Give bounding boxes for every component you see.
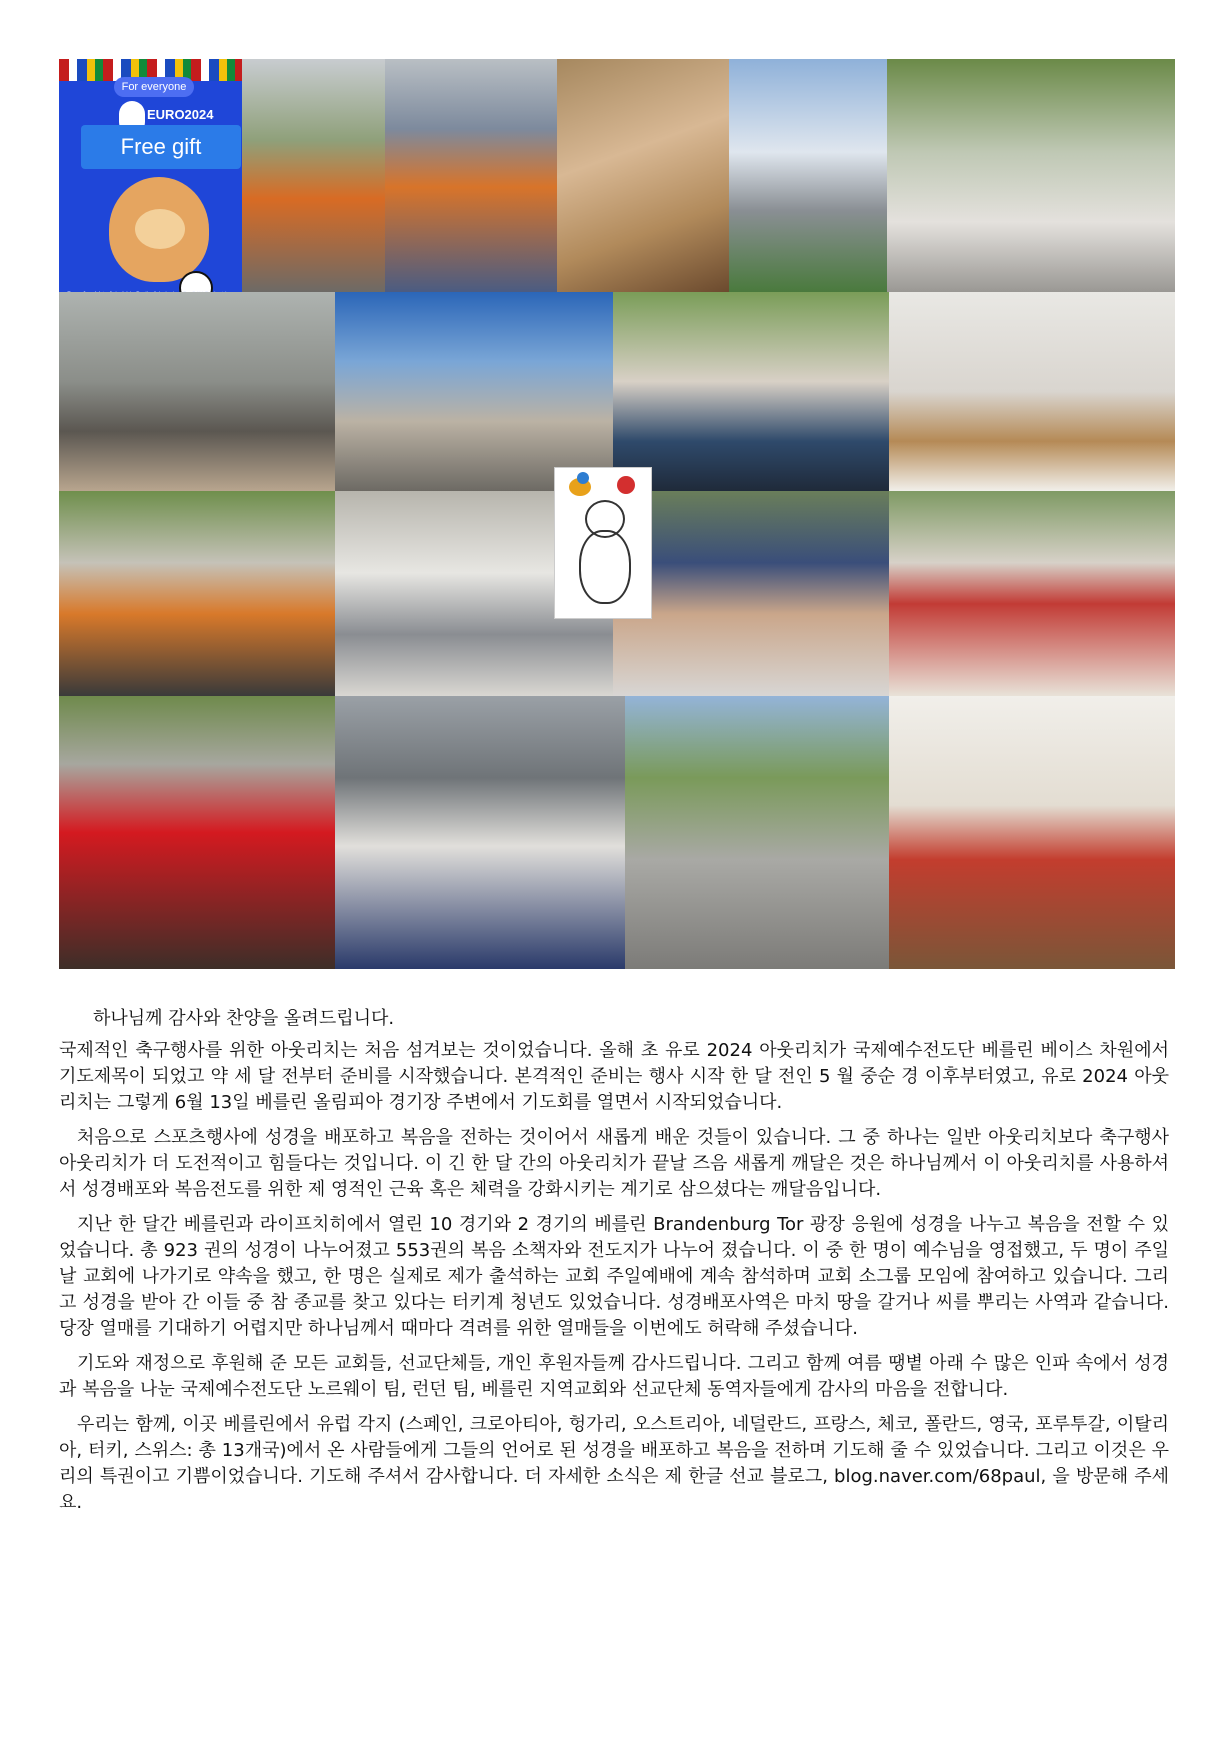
photo-office-boxes	[889, 292, 1175, 491]
berlin-bear-sticker	[554, 467, 652, 619]
photo-selfie-group-2	[613, 292, 889, 491]
poster-headline: Free gift	[81, 125, 241, 169]
letter-greeting: 하나님께 감사와 찬양을 올려드립니다.	[93, 1008, 395, 1029]
photo-stadium-queue	[335, 696, 625, 969]
photo-selfie-group-1	[59, 292, 335, 491]
photo-collage	[59, 59, 1175, 969]
photo-olympic-stadium	[729, 59, 887, 292]
photo-uefa-street	[335, 292, 613, 491]
photo-selfie-woman	[889, 491, 1175, 696]
letter-paragraph: 기도와 재정으로 후원해 준 모든 교회들, 선교단체들, 개인 후원자들께 감사드립니다. 그리고 함께 여름 땡볕 아래 수 많은 인파 속에서 성경과 복음을 나눈 국제예수전도단 노르웨이 팀, 런던 팀, 베를린 지역교회와 선교단체 동역자들에게 감사의 마음을 전합니다.	[59, 1353, 1169, 1400]
letter-body	[59, 1006, 1169, 1525]
torch-icon	[617, 476, 635, 494]
photo-turkish-flag-selfie	[59, 696, 335, 969]
euro2024-free-gift-poster	[59, 59, 242, 292]
flower-icon	[577, 472, 589, 484]
letter-paragraph: 우리는 함께, 이곳 베를린에서 유럽 각지 (스페인, 크로아티아, 헝가리, 오스트리아, 네덜란드, 프랑스, 체코, 폴란드, 영국, 포루투갈, 이탈리아, 터키, 스위스: 총 13개국)에서 온 사람들에게 그들의 언어로 된 성경을 배포하고 복음을 전하며 기도해 줄 수 있었습니다. 그리고 이것은 우리의 특권이고 기쁨이었습니다. 기도해 주셔서 감사합니다. 더 자세한 소식은 제 한글 선교 블로그, blog.naver.com/68paul, 을 방문해 주세요.	[59, 1414, 1169, 1513]
photo-train-fans	[385, 59, 557, 292]
photo-welcome-home-selfie	[613, 491, 889, 696]
letter-paragraph: 지난 한 달간 베를린과 라이프치히에서 열린 10 경기와 2 경기의 베를린 Brandenburg Tor 광장 응원에 성경을 나누고 복음을 전할 수 있었습니다. 총 923 권의 성경이 나누어졌고 553권의 복음 소책자와 전도지가 나누어 졌습니다. 이 중 한 명이 예수님을 영접했고, 두 명이 주일날 교회에 나가기로 약속을 했고, 한 명은 실제로 제가 출석하는 교회 주일예배에 계속 참석하며 교회 소그룹 모임에 참여하고 있습니다. 그리고 성경을 받아 간 이들 중 참 종교를 찾고 있다는 터키계 청년도 있었습니다. 성경배포사역은 마치 땅을 갈거나 씨를 뿌리는 사역과 같습니다. 당장 열매를 기대하기 어렵지만 하나님께서 때마다 격려를 위한 열매들을 이번에도 허락해 주셨습니다.	[59, 1214, 1169, 1339]
letter-paragraph: 국제적인 축구행사를 위한 아웃리치는 처음 섬겨보는 것이었습니다. 올해 초 유로 2024 아웃리치가 국제예수전도단 베를린 베이스 차원에서 기도제목이 되었고 약 세 달 전부터 준비를 시작했습니다. 본격적인 준비는 행사 시작 한 달 전인 5 월 중순 경 이후부터였고, 유로 2024 아웃리치는 그렇게 6월 13일 베를린 올림피아 경기장 주변에서 기도회를 열면서 시작되었습니다.	[59, 1040, 1169, 1113]
photo-fans-drinking	[887, 59, 1175, 292]
bear-body-icon	[579, 530, 631, 604]
letter-paragraph: 처음으로 스포츠행사에 성경을 배포하고 복음을 전하는 것이어서 새롭게 배운 것들이 있습니다. 그 중 하나는 일반 아웃리치보다 축구행사 아웃리치가 더 도전적이고 힘들다는 것입니다. 이 긴 한 달 간의 아웃리치가 끝날 즈음 새롭게 깨달은 것은 하나님께서 이 아웃리치를 사용하셔서 성경배포와 복음전도를 위한 제 영적인 근육 혹은 체력을 강화시키는 계기로 삼으셨다는 깨달음입니다.	[59, 1127, 1169, 1200]
photo-world-map-room	[889, 696, 1175, 969]
photo-street-crowd	[242, 59, 385, 292]
poster-pill: For everyone	[114, 77, 194, 97]
mascot-bear-face	[135, 209, 185, 249]
photo-orange-fans-selfie	[59, 491, 335, 696]
photo-fans-square	[625, 696, 889, 969]
photo-unpacking-bibles	[557, 59, 729, 292]
poster-logo-text: EURO2024	[147, 107, 214, 122]
